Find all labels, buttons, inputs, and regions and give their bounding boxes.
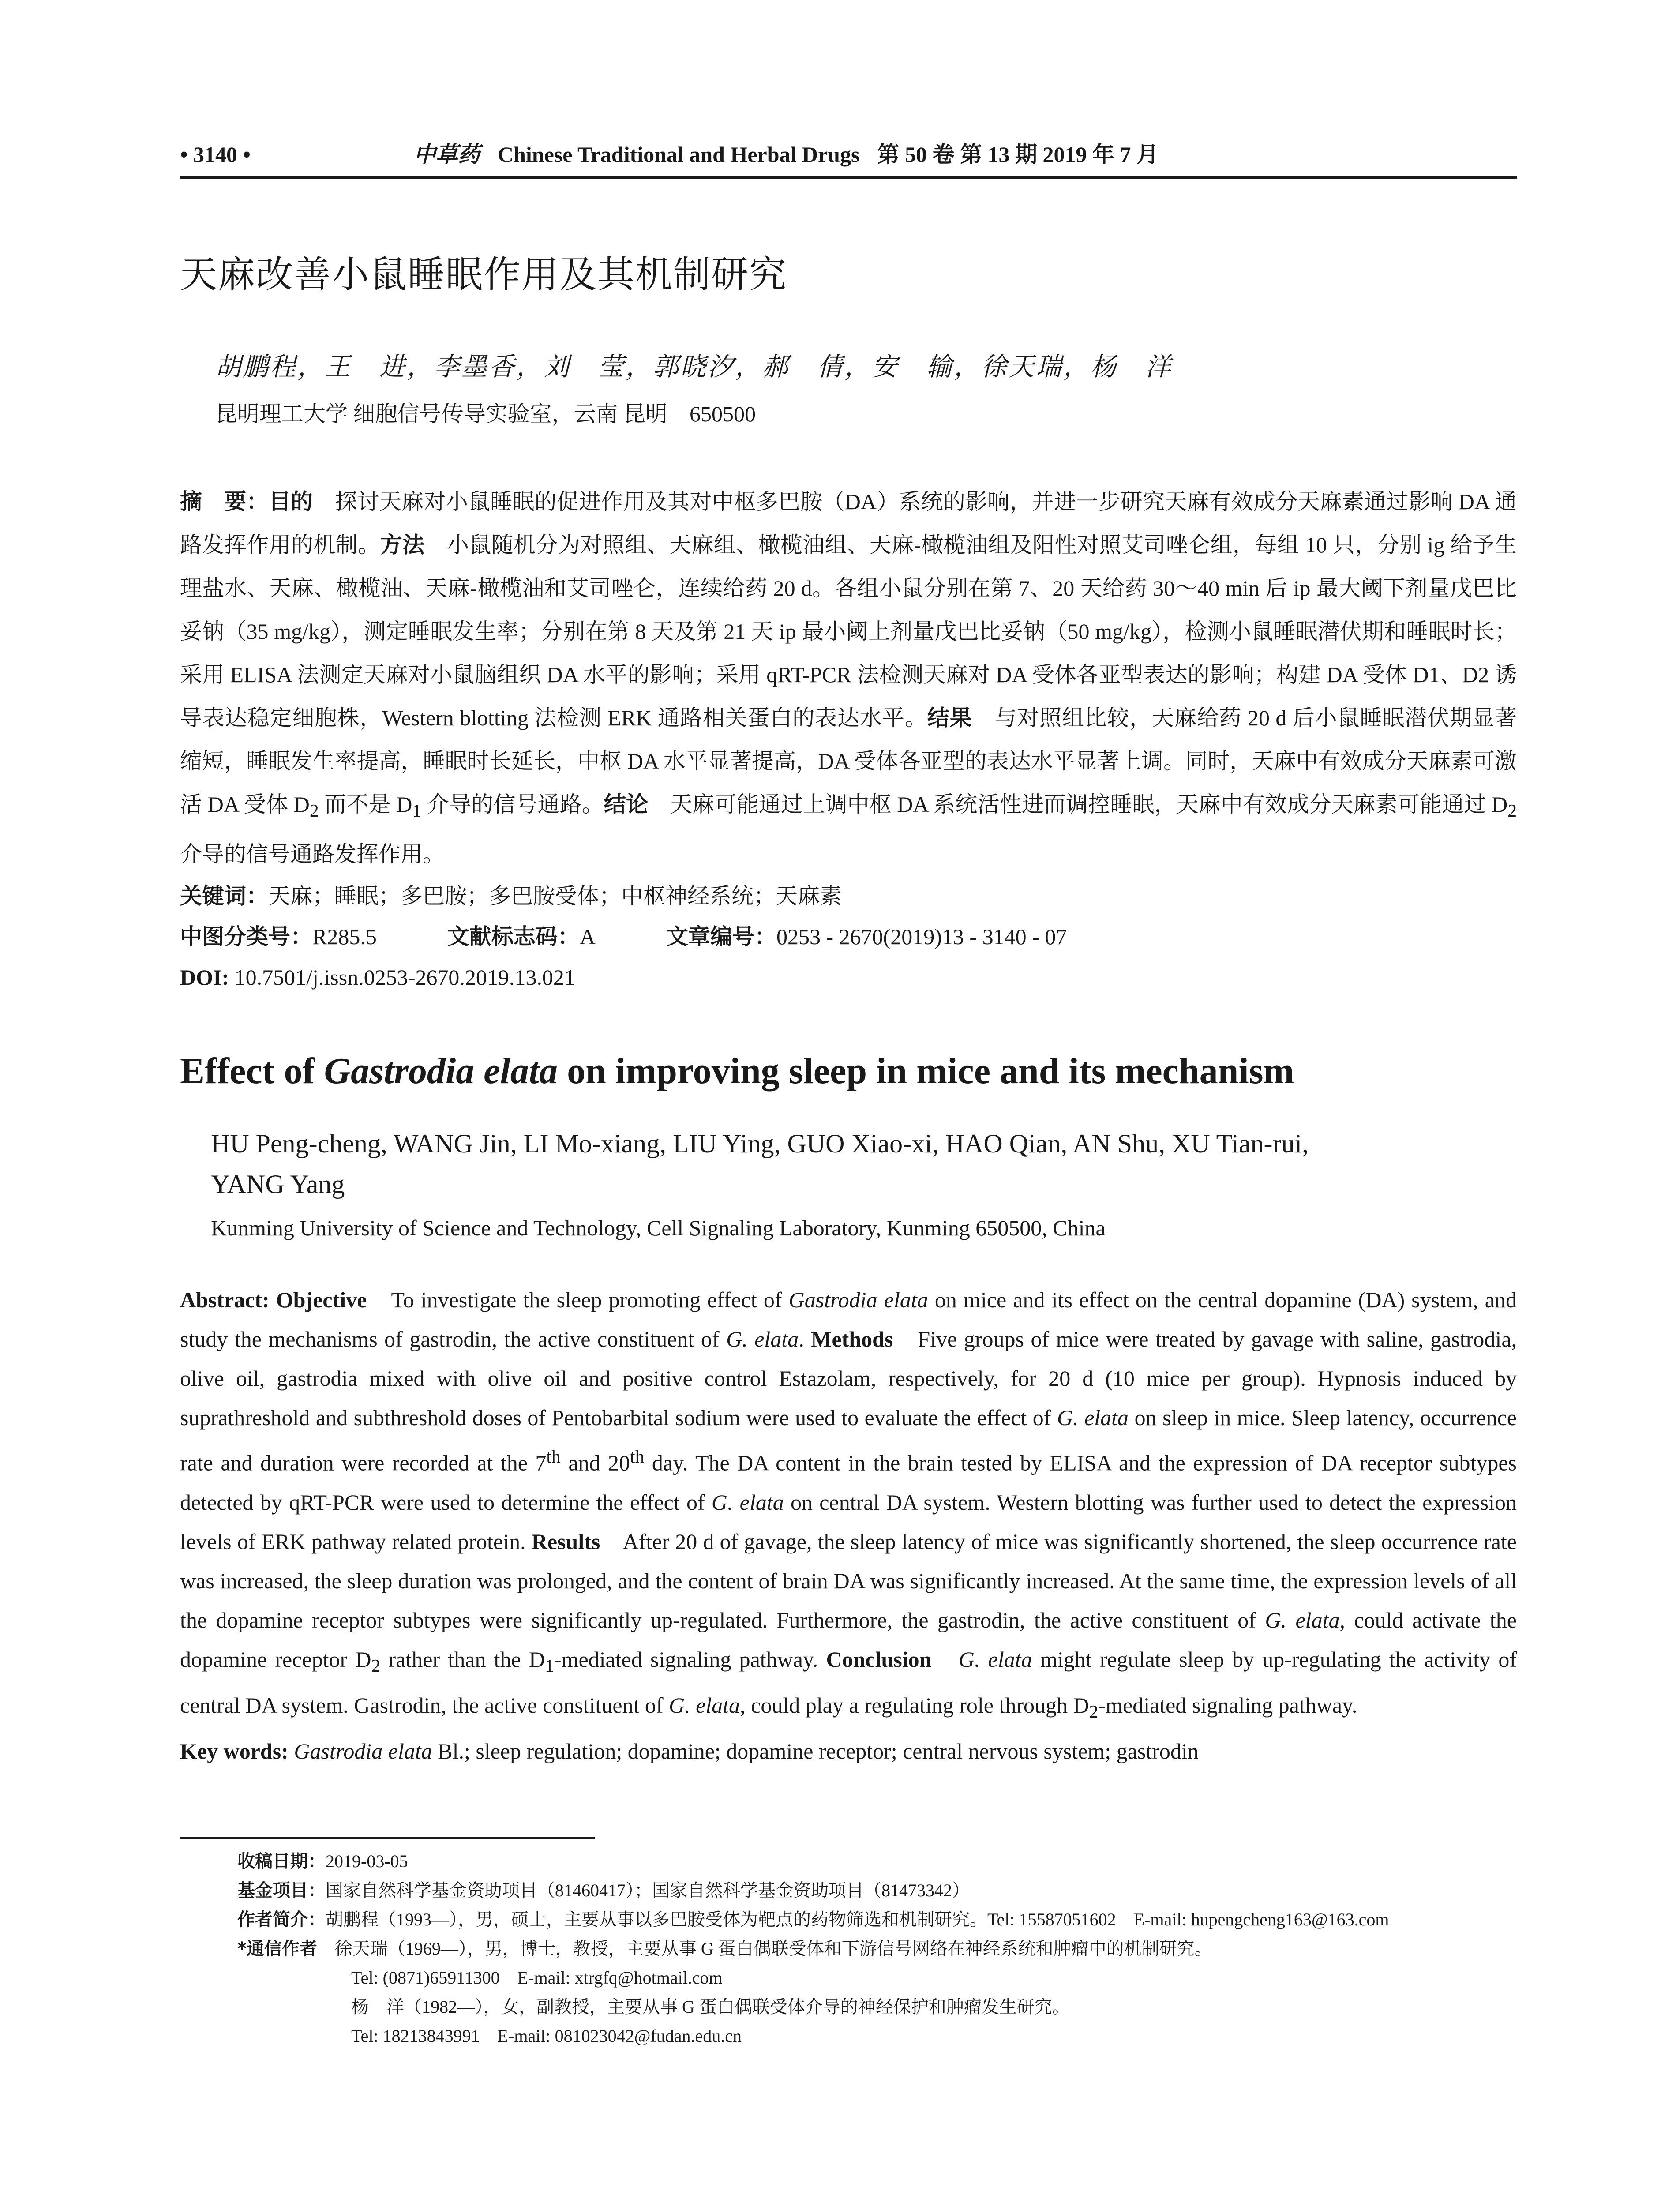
species-name: G. elata — [1057, 1405, 1129, 1430]
doc-code-value: A — [579, 924, 596, 949]
doc-code-label: 文献标志码： — [447, 924, 580, 949]
keywords-en-label: Key words: — [180, 1738, 289, 1763]
footnote-corresponding-2: 杨 洋（1982—），女，副教授，主要从事 G 蛋白偶联受体介导的神经保护和肿瘤发生研究。 — [351, 1996, 1070, 2017]
subscript: 2 — [309, 801, 319, 821]
results-en-label: Results — [531, 1529, 600, 1554]
abstract-en-text: day. The DA content in the brain tested by ELISA and the expression of DA receptor subtypes detected by qRT-PCR were used to determine the effect of — [180, 1450, 1517, 1515]
footnote-fund — [237, 1876, 1517, 1905]
species-name: G. elata — [669, 1692, 740, 1718]
keywords-en — [180, 1732, 1517, 1771]
abstract-en-text: After 20 d of gavage, the sleep latency of mice was significantly shortened, the sleep occurrence rate was increased, the sleep duration was prolonged, and the content of brain DA was significantly increased. At the same time, the expression levels of all the dopamine receptor subtypes were significantly up-regulated. Furthermore, the gastrodin, the active constituent of — [180, 1529, 1517, 1632]
abstract-en-label: Abstract: Objective — [180, 1287, 367, 1312]
abstract-en-text: , could play a regulating role through D — [740, 1692, 1089, 1718]
corresponding-label: *通信作者 — [237, 1938, 317, 1959]
subscript: 2 — [1508, 801, 1517, 821]
issue-info: 第 50 卷 第 13 期 2019 年 7 月 — [877, 142, 1159, 167]
abstract-en-text: -mediated signaling pathway. — [1098, 1692, 1358, 1718]
abstract-label: 摘 要： — [180, 489, 269, 514]
species-name: G. elata — [726, 1327, 799, 1351]
paper-page — [180, 137, 1517, 2051]
subscript: 2 — [371, 1655, 381, 1676]
abstract-en-text — [931, 1647, 958, 1672]
superscript: th — [630, 1447, 645, 1467]
title-en-part: on improving sleep in mice and its mechanism — [558, 1050, 1294, 1092]
results-text: 而不是 D — [319, 792, 412, 817]
footnotes — [180, 1837, 1517, 2051]
species-name: G. elata — [1265, 1607, 1340, 1632]
keywords-en-text: Bl.; sleep regulation; dopamine; dopamine receptor; central nervous system; gastrodin — [432, 1738, 1199, 1763]
keywords-text: 天麻；睡眠；多巴胺；多巴胺受体；中枢神经系统；天麻素 — [268, 884, 842, 908]
footnote-received — [237, 1847, 1517, 1876]
journal-name-en: Chinese Traditional and Herbal Drugs — [498, 142, 860, 167]
species-name: Gastrodia elata — [288, 1738, 432, 1763]
corresponding-author-1: 徐天瑞（1969—），男，博士，教授，主要从事 G 蛋白偶联受体和下游信号网络在神经系统和肿瘤中的机制研究。 — [317, 1938, 1212, 1958]
page-number: • 3140 • — [180, 142, 251, 167]
subscript: 2 — [1089, 1701, 1099, 1722]
methods-label: 方法 — [380, 532, 425, 558]
title-en — [180, 1050, 1517, 1092]
abstract-en-text: . — [799, 1327, 811, 1351]
clc-value: R285.5 — [312, 924, 377, 949]
results-text: 与对照组比较，天麻给药 20 d 后小鼠睡眠潜伏期显著缩短，睡眠发生率提高，睡眠时长延长，中枢 DA 水平显著提高，DA 受体各亚型的表达水平显著上调。同时，天麻中有效成分天麻素可激活 DA 受体 D — [180, 705, 1517, 817]
abstract-en-text: on central DA system. Western blotting was further used to detect the expression levels of ERK pathway related protein. — [180, 1489, 1517, 1554]
footnote-author — [237, 1905, 1517, 1934]
abstract-en-text: , could activate the dopamine receptor D — [180, 1607, 1517, 1672]
abstract-en-text: on mice and its effect on the central dopamine (DA) system, and study the mechanisms of gastrodin, the active constituent of — [180, 1287, 1517, 1351]
doi-value: 10.7501/j.issn.0253-2670.2019.13.021 — [229, 965, 575, 990]
objective-text: 探讨天麻对小鼠睡眠的促进作用及其对中枢多巴胺（DA）系统的影响，并进一步研究天麻有效成分天麻素通过影响 DA 通路发挥作用的机制。 — [180, 489, 1517, 557]
received-label: 收稿日期： — [237, 1851, 326, 1872]
keywords-label: 关键词： — [180, 883, 268, 909]
abstract-cn — [180, 480, 1517, 876]
footnote-divider — [180, 1837, 595, 1839]
doi-label: DOI: — [180, 965, 229, 990]
footnote-contact: Tel: (0871)65911300 E-mail: xtrgfq@hotmail.com — [351, 1967, 723, 1988]
abstract-en-text: might regulate sleep by up-regulating the activity of central DA system. Gastrodin, the active constituent of — [180, 1647, 1517, 1718]
superscript: th — [546, 1447, 561, 1467]
title-cn: 天麻改善小鼠睡眠作用及其机制研究 — [180, 253, 788, 296]
conclusion-text: 介导的信号通路发挥作用。 — [180, 842, 445, 867]
authors-en-line: HU Peng-cheng, WANG Jin, LI Mo-xiang, LIU Ying, GUO Xiao-xi, HAO Qian, AN Shu, XU Tian-rui, — [211, 1129, 1309, 1158]
title-en-part: Effect of — [180, 1050, 324, 1092]
article-no-label: 文章编号： — [666, 924, 776, 949]
running-header — [180, 137, 1517, 179]
affiliation-cn: 昆明理工大学 细胞信号传导实验室，云南 昆明 650500 — [215, 401, 756, 426]
author-bio-label: 作者简介： — [237, 1909, 326, 1930]
abstract-en — [180, 1280, 1517, 1732]
conclusion-text: 天麻可能通过上调中枢 DA 系统活性进而调控睡眠，天麻中有效成分天麻素可能通过 D — [648, 792, 1508, 817]
fund-text: 国家自然科学基金资助项目（81460417）；国家自然科学基金资助项目（81473342） — [326, 1880, 970, 1900]
species-name: Gastrodia elata — [788, 1287, 928, 1312]
clc-label: 中图分类号： — [180, 924, 312, 949]
authors-en — [211, 1123, 1517, 1204]
methods-text: 小鼠随机分为对照组、天麻组、橄榄油组、天麻-橄榄油组及阳性对照艾司唑仑组，每组 10 只，分别 ig 给予生理盐水、天麻、橄榄油、天麻-橄榄油和艾司唑仑，连续给药 20 d。各组小鼠分别在第 7、20 天给药 30～40 min 后 ip 最大阈下剂量戊巴比妥钠（35 mg/kg），测定睡眠发生率；分别在第 8 天及第 21 天 ip 最小阈上剂量戊巴比妥钠（50 mg/kg），检测小鼠睡眠潜伏期和睡眠时长；采用 ELISA 法测定天麻对小鼠脑组织 DA 水平的影响；采用 qRT-PCR 法检测天麻对 DA 受体各亚型表达的影响；构建 DA 受体 D1、D2 诱导表达稳定细胞株，Western blotting 法检测 ERK 通路相关蛋白的表达水平。 — [180, 533, 1517, 730]
authors-cn: 胡鹏程，王 进，李墨香，刘 莹，郭晓汐，郝 倩，安 输，徐天瑞，杨 洋 — [215, 353, 1173, 381]
fund-label: 基金项目： — [237, 1880, 326, 1901]
affiliation-en: Kunming University of Science and Technology, Cell Signaling Laboratory, Kunming 650500, China — [211, 1216, 1106, 1240]
authors-en-line: YANG Yang — [211, 1170, 345, 1199]
results-label: 结果 — [927, 705, 972, 731]
abstract-en-text: and 20 — [560, 1450, 630, 1475]
results-text: 介导的信号通路。 — [421, 792, 604, 817]
conclusion-label: 结论 — [604, 792, 649, 817]
subscript: 1 — [412, 801, 422, 821]
abstract-en-text: rather than the D — [380, 1647, 545, 1672]
methods-en-label: Methods — [811, 1327, 893, 1351]
objective-label: 目的 — [268, 489, 313, 514]
classification-line — [180, 916, 1517, 957]
abstract-en-text: Five groups of mice were treated by gavage with saline, gastrodia, olive oil, gastrodia mixed with olive oil and positive control Estazolam, respectively, for 20 d (10 mice per group). Hypnosis induced by suprathreshold and subthreshold doses of Pentobarbital sodium were used to evaluate the effect of — [180, 1327, 1517, 1430]
abstract-en-text: -mediated signaling pathway. — [554, 1647, 826, 1672]
abstract-en-text: on sleep in mice. Sleep latency, occurrence rate and duration were recorded at the 7 — [180, 1405, 1517, 1475]
journal-name-cn: 中草药 — [414, 142, 480, 167]
footnote-contact: Tel: 18213843991 E-mail: 081023042@fudan.edu.cn — [351, 2026, 742, 2046]
doi-line — [180, 957, 1517, 998]
article-no-value: 0253 - 2670(2019)13 - 3140 - 07 — [776, 924, 1067, 949]
abstract-en-text: To investigate the sleep promoting effect of — [367, 1287, 789, 1312]
author-bio-text: 胡鹏程（1993—），男，硕士，主要从事以多巴胺受体为靶点的药物筛选和机制研究。Tel: 15587051602 E-mail: hupengcheng163@163.com — [326, 1909, 1389, 1929]
species-name: G. elata — [711, 1489, 784, 1515]
keywords-cn — [180, 876, 1517, 916]
species-name: G. elata — [958, 1647, 1032, 1672]
title-en-species: Gastrodia elata — [324, 1050, 558, 1092]
conclusion-en-label: Conclusion — [826, 1647, 932, 1672]
footnote-corresponding — [237, 1934, 1517, 1963]
received-date: 2019-03-05 — [326, 1851, 408, 1871]
subscript: 1 — [545, 1655, 554, 1676]
